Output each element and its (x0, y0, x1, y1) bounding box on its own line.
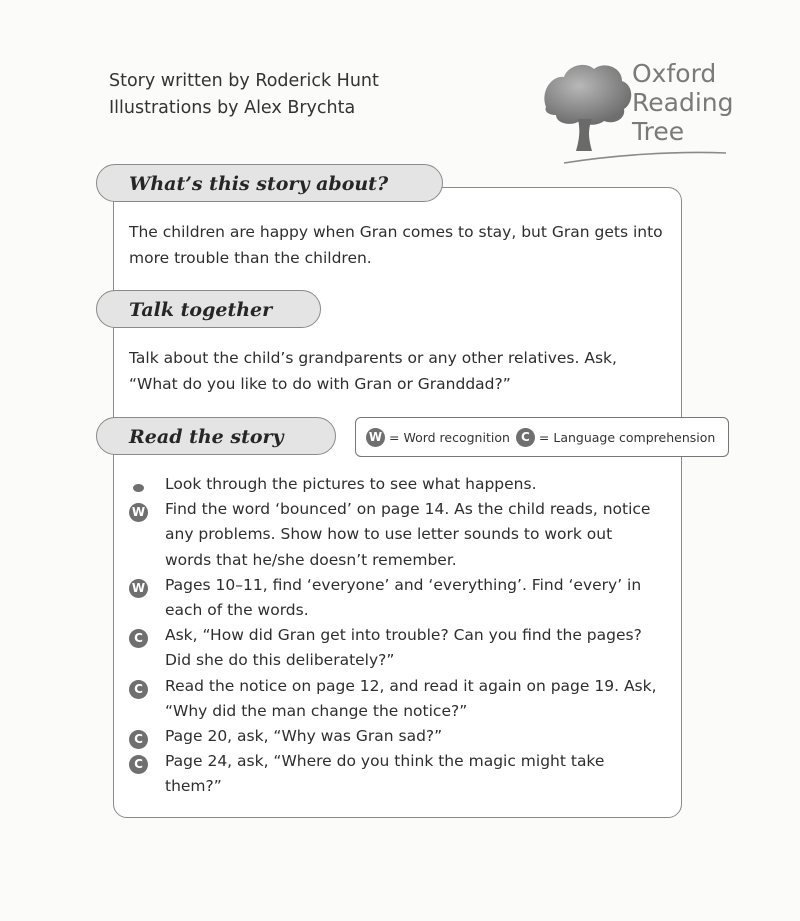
item-text-line: any problems. Show how to use letter sounds to work out (165, 525, 613, 544)
list-item (129, 724, 657, 749)
about-paragraph (129, 219, 663, 271)
logo-wordmark (632, 59, 733, 146)
item-marker (129, 752, 148, 777)
list-item (129, 623, 657, 673)
item-text-line: words that he/she doesn’t remember. (165, 550, 457, 569)
talk-line: “What do you like to do with Gran or Granddad?” (129, 375, 511, 393)
list-item (129, 497, 657, 573)
marker-key (355, 417, 729, 457)
illustrator-credit: Illustrations by Alex Brychta (109, 98, 356, 118)
author-credit: Story written by Roderick Hunt (109, 71, 379, 91)
item-marker (129, 576, 148, 601)
item-text-line: them?” (165, 777, 222, 796)
list-item (129, 573, 657, 623)
item-text-line: Read the notice on page 12, and read it again on page 19. Ask, (165, 676, 657, 695)
talk-line: Talk about the child’s grandparents or any other relatives. Ask, (129, 349, 617, 367)
item-marker (129, 500, 148, 525)
language-comprehension-icon: C (129, 730, 148, 749)
word-recognition-icon: W (366, 428, 385, 447)
item-text-line: Page 24, ask, “Where do you think the magic might take (165, 752, 605, 771)
item-text-line: “Why did the man change the notice?” (165, 701, 468, 720)
language-comprehension-label: = Language comprehension (538, 429, 716, 445)
item-text-line: Look through the pictures to see what happens. (165, 475, 537, 493)
logo-line-3: Tree (632, 117, 685, 146)
word-recognition-icon: W (129, 503, 148, 522)
item-text-line: Ask, “How did Gran get into trouble? Can you find the pages? (165, 626, 642, 645)
credits (109, 68, 379, 122)
item-text-line: Did she do this deliberately?” (165, 651, 395, 670)
about-line: The children are happy when Gran comes to stay, but Gran gets into (129, 223, 663, 241)
language-comprehension-icon: C (516, 428, 535, 447)
logo-line-1: Oxford (632, 59, 717, 88)
item-text-line: each of the words. (165, 601, 309, 620)
item-text-line: Page 20, ask, “Why was Gran sad?” (165, 727, 443, 746)
item-marker (129, 626, 148, 651)
item-text-line: Find the word ‘bounced’ on page 14. As the child reads, notice (165, 500, 651, 519)
logo-line-2: Reading (632, 88, 734, 117)
language-comprehension-icon: C (129, 680, 148, 699)
list-item (129, 472, 657, 497)
talk-paragraph (129, 345, 617, 397)
word-recognition-icon: W (129, 579, 148, 598)
heading-story-about: What’s this story about? (96, 164, 443, 202)
item-marker (129, 677, 148, 702)
item-text-line: Pages 10–11, find ‘everyone’ and ‘everything’. Find ‘every’ in (165, 575, 642, 594)
story-activity-list (129, 472, 657, 800)
oxford-reading-tree-logo (534, 55, 734, 167)
list-item (129, 749, 657, 799)
bullet-icon (133, 484, 144, 492)
language-comprehension-icon: C (129, 755, 148, 774)
word-recognition-label: = Word recognition (389, 429, 510, 445)
about-line: more trouble than the children. (129, 249, 372, 267)
language-comprehension-icon: C (129, 629, 148, 648)
heading-talk-together: Talk together (96, 290, 321, 328)
heading-read-story: Read the story (96, 417, 336, 455)
list-item (129, 674, 657, 724)
